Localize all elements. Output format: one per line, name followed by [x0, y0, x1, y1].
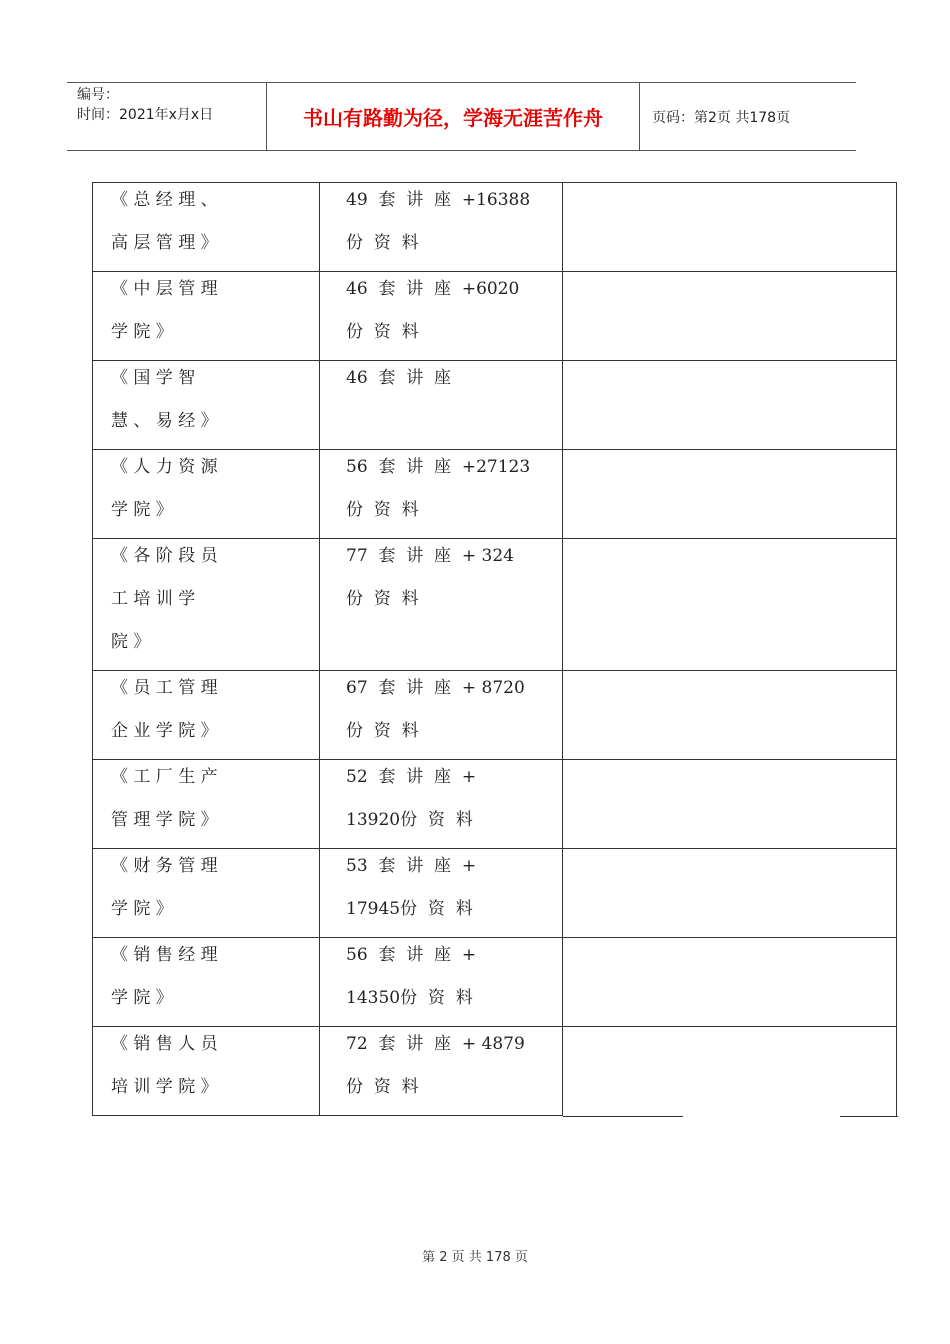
course-name-line: 管 理 学 院 》 [111, 810, 218, 830]
course-desc-line: 份 资 料 [346, 589, 419, 609]
course-desc-cell [319, 183, 562, 271]
header-page-code: 页码：第2页 共178页 [652, 109, 791, 126]
course-desc-line: 份 资 料 [346, 322, 419, 342]
bottom-border-segment [563, 1116, 683, 1117]
empty-cell [562, 539, 897, 670]
course-desc-line: 56 套 讲 座 +27123 [346, 457, 531, 477]
course-desc-line: 份 资 料 [346, 233, 419, 253]
time-label: 时间：2021年x月x日 [77, 107, 214, 123]
table-row [92, 849, 897, 938]
course-desc-line [346, 627, 554, 670]
table-row [92, 760, 897, 849]
course-name-line: 《 各 阶 段 员 [111, 546, 218, 566]
course-desc-cell [319, 938, 562, 1026]
course-name-line: 慧 、 易 经 》 [111, 411, 218, 431]
course-name-cell [92, 539, 319, 670]
course-desc-line: 72 套 讲 座 + 4879 [346, 1034, 525, 1054]
course-name-line: 学 院 》 [111, 322, 173, 342]
course-desc-cell [319, 539, 562, 670]
empty-cell [562, 450, 897, 538]
course-name-line: 学 院 》 [111, 988, 173, 1008]
course-desc-line [346, 406, 554, 449]
empty-cell [562, 361, 897, 449]
course-desc-line: 17945份 资 料 [346, 899, 473, 919]
course-desc-cell [319, 272, 562, 360]
course-name-line: 《 总 经 理 、 [111, 190, 218, 210]
course-desc-cell [319, 671, 562, 759]
course-name-line: 培 训 学 院 》 [111, 1077, 218, 1097]
course-name-line: 《 财 务 管 理 [111, 856, 218, 876]
course-name-cell [92, 849, 319, 937]
course-desc-cell [319, 450, 562, 538]
course-desc-line: 份 资 料 [346, 721, 419, 741]
course-desc-cell [319, 1027, 562, 1116]
page-footer: 第 2 页 共 178 页 [422, 1250, 528, 1265]
bottom-border-segment [840, 1116, 898, 1117]
course-name-cell [92, 183, 319, 271]
table-row [92, 671, 897, 760]
course-name-cell [92, 450, 319, 538]
course-name-line: 工 培 训 学 [111, 589, 196, 609]
table-row [92, 450, 897, 539]
course-name-line: 《 人 力 资 源 [111, 457, 218, 477]
header-motto: 书山有路勤为径，学海无涯苦作舟 [267, 83, 640, 150]
course-name-line: 高 层 管 理 》 [111, 233, 218, 253]
course-name-line: 《 中 层 管 理 [111, 279, 218, 299]
document-header [67, 82, 856, 151]
course-desc-line: 46 套 讲 座 +6020 [346, 279, 520, 299]
course-name-cell [92, 938, 319, 1026]
course-desc-line: 52 套 讲 座 + [346, 767, 477, 787]
header-meta [67, 83, 267, 150]
course-desc-line: 14350份 资 料 [346, 988, 473, 1008]
course-desc-cell [319, 849, 562, 937]
course-name-line: 企 业 学 院 》 [111, 721, 218, 741]
course-desc-line: 67 套 讲 座 + 8720 [346, 678, 525, 698]
course-name-line: 《 员 工 管 理 [111, 678, 218, 698]
table-row [92, 272, 897, 361]
empty-cell [562, 849, 897, 937]
course-name-line: 《 国 学 智 [111, 368, 196, 388]
empty-cell [562, 671, 897, 759]
course-name-line: 《 销 售 人 员 [111, 1034, 218, 1054]
empty-cell [562, 272, 897, 360]
course-desc-cell [319, 361, 562, 449]
course-desc-line: 份 资 料 [346, 500, 419, 520]
course-name-line: 《 工 厂 生 产 [111, 767, 218, 787]
course-desc-line: 49 套 讲 座 +16388 [346, 190, 531, 210]
course-desc-line: 56 套 讲 座 + [346, 945, 477, 965]
empty-cell [562, 760, 897, 848]
course-desc-cell [319, 760, 562, 848]
course-name-cell [92, 1027, 319, 1116]
number-label: 编号： [77, 87, 119, 103]
table-row [92, 1027, 897, 1116]
empty-cell [562, 1027, 897, 1116]
course-name-cell [92, 671, 319, 759]
course-desc-line: 77 套 讲 座 + 324 [346, 546, 514, 566]
table-row [92, 361, 897, 450]
course-name-cell [92, 760, 319, 848]
course-desc-line: 53 套 讲 座 + [346, 856, 477, 876]
course-name-line: 《 销 售 经 理 [111, 945, 218, 965]
course-table [92, 182, 897, 1116]
empty-cell [562, 183, 897, 271]
course-desc-line: 13920份 资 料 [346, 810, 473, 830]
course-name-cell [92, 361, 319, 449]
course-desc-line: 46 套 讲 座 [346, 368, 452, 388]
course-name-line: 院 》 [111, 632, 151, 652]
empty-cell [562, 938, 897, 1026]
course-name-line: 学 院 》 [111, 500, 173, 520]
course-desc-line: 份 资 料 [346, 1077, 419, 1097]
table-row [92, 938, 897, 1027]
table-row [92, 182, 897, 272]
course-name-line: 学 院 》 [111, 899, 173, 919]
course-name-cell [92, 272, 319, 360]
table-row [92, 539, 897, 671]
